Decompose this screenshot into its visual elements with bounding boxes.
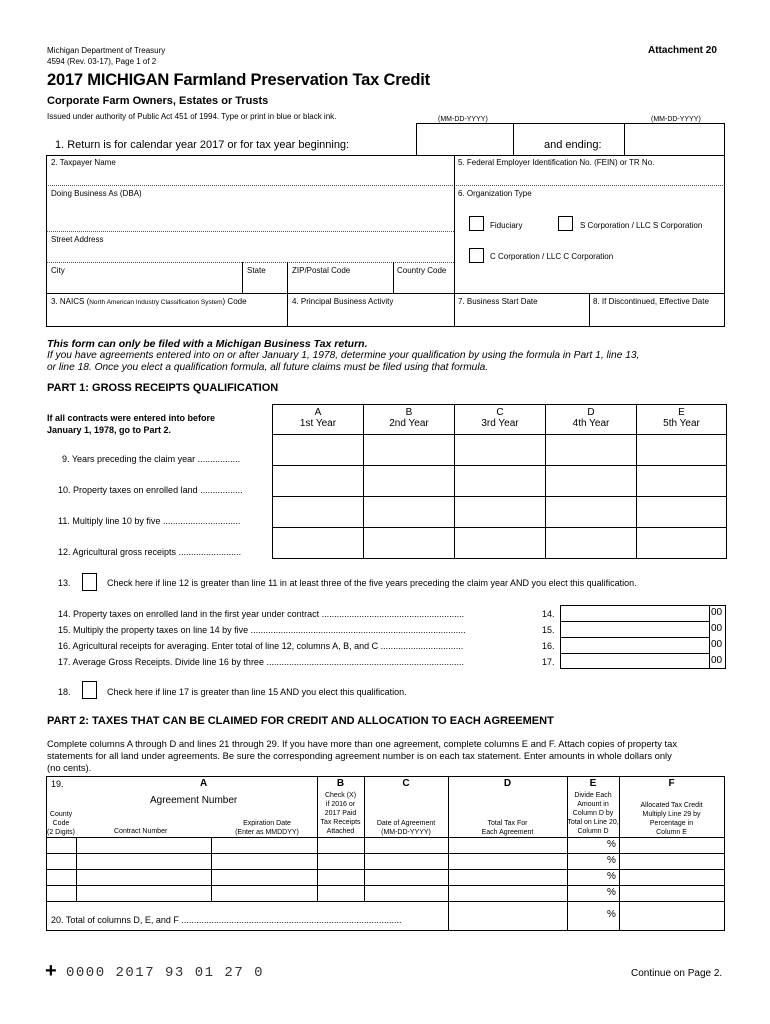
discontinued-date-label: 8. If Discontinued, Effective Date (593, 297, 709, 306)
authority-note: Issued under authority of Public Act 451 of 1994. Type or print in blue or black ink. (47, 112, 337, 121)
fein-field[interactable] (458, 158, 722, 184)
notice-line3: or line 18. Once you elect a qualification formula, all future claims must be filed using that formula. (47, 362, 489, 373)
agreement-row-1-expiration-date-input[interactable] (212, 838, 316, 853)
agreement-row-4-contract-number-input[interactable] (77, 886, 210, 901)
part1-col-header-e (636, 404, 727, 435)
part1-col-label: 3rd Year (481, 418, 519, 429)
line18-number: 18. (58, 687, 71, 697)
line16-number: 16. (542, 641, 555, 651)
line12-col-c-input[interactable] (454, 527, 546, 559)
part1-col-letter: B (405, 407, 413, 418)
line20-label: 20. Total of columns D, E, and F ........................................................................................ (51, 915, 402, 925)
tax-year-begin-input[interactable] (420, 126, 510, 152)
line9-label: 9. Years preceding the claim year ................. (62, 454, 241, 464)
taxpayer-name-label: 2. Taxpayer Name (51, 158, 116, 167)
street-address-field[interactable] (51, 235, 451, 261)
county-code-header: County Code (2 Digits) (46, 811, 75, 836)
line12-col-e-input[interactable] (636, 527, 727, 559)
city-label: City (51, 266, 65, 275)
discontinued-date-field[interactable] (593, 297, 723, 324)
country-code-label: Country Code (397, 266, 447, 275)
agreement-row-3-allocated-credit-input[interactable] (620, 870, 723, 885)
continue-note: Continue on Page 2. (631, 968, 723, 979)
line16-cents: 00 (711, 639, 723, 650)
attachment-number: Attachment 20 (648, 45, 717, 56)
zip-field[interactable] (292, 266, 390, 291)
line17-number: 17. (542, 657, 555, 667)
line16-input[interactable] (561, 638, 708, 653)
line10-col-c-input[interactable] (454, 465, 546, 497)
line20-percent-sign: % (607, 909, 616, 920)
part1-col-letter: A (314, 407, 322, 418)
col-b-letter: B (336, 778, 345, 789)
line12-col-a-input[interactable] (272, 527, 364, 559)
notice-line2: If you have agreements entered into on or after January 1, 1978, determine your qualification by using the formula in Part 1, line 13, (47, 350, 640, 361)
form-barcode-number: 0000 2017 93 01 27 0 (66, 965, 265, 981)
taxpayer-name-field[interactable] (51, 158, 451, 184)
date-format-hint-begin: (MM-DD-YYYY) (438, 116, 488, 123)
agreement-row-2-receipts-check-input[interactable] (318, 854, 363, 869)
agreement-row-2-county-code-input[interactable] (47, 854, 75, 869)
line10-label: 10. Property taxes on enrolled land ................. (58, 485, 243, 495)
expiration-date-header: Expiration Date (Enter as MMDDYY) (235, 820, 299, 836)
tax-year-end-input[interactable] (627, 126, 721, 152)
line15-number: 15. (542, 625, 555, 635)
agreement-row-1-contract-number-input[interactable] (77, 838, 210, 853)
col-f-letter: F (668, 778, 675, 789)
agreement-row-2-contract-number-input[interactable] (77, 854, 210, 869)
part1-title: PART 1: GROSS RECEIPTS QUALIFICATION (47, 382, 279, 394)
line9-col-c-input[interactable] (454, 434, 546, 466)
percentage-header: Divide Each Amount in Column D by Total on Line 20, Column D (567, 792, 619, 835)
line14-label: 14. Property taxes on enrolled land in the first year under contract ......................................................... (58, 609, 465, 619)
line10-col-e-input[interactable] (636, 465, 727, 497)
date-format-hint-end: (MM-DD-YYYY) (651, 116, 701, 123)
fein-label: 5. Federal Employer Identification No. (FEIN) or TR No. (458, 158, 655, 167)
paid-tax-receipts-header: Check (X) if 2016 or 2017 Paid Tax Receipts Attached (320, 792, 361, 835)
line14-input[interactable] (561, 606, 708, 621)
line14-cents: 00 (711, 607, 723, 618)
line1-ending-label: and ending: (544, 139, 602, 151)
part2-instruction-1: Complete columns A through D and lines 21 through 29. If you have more than one agreement, complete columns E and F. Attach copies of property tax (47, 738, 678, 749)
agreement-row-3-contract-number-input[interactable] (77, 870, 210, 885)
line13-checkbox[interactable] (82, 573, 97, 591)
allocated-credit-header: Allocated Tax Credit Multiply Line 29 by Percentage in Column E (640, 802, 703, 836)
agreement-row-1-county-code-input[interactable] (47, 838, 75, 853)
department-name: Michigan Department of Treasury (47, 46, 166, 55)
line20-total-d-input[interactable] (449, 902, 566, 929)
part1-col-label: 4th Year (572, 418, 610, 429)
line9-col-d-input[interactable] (545, 434, 637, 466)
city-field[interactable] (51, 266, 239, 291)
agreement-row-2-agreement-date-input[interactable] (365, 854, 447, 869)
contract-number-header: Contract Number (114, 828, 168, 835)
percent-sign: % (607, 871, 616, 882)
fiduciary-label: Fiduciary (490, 221, 523, 230)
part1-col-letter: E (678, 407, 685, 418)
agreement-row-4-allocated-credit-input[interactable] (620, 886, 723, 901)
line11-col-c-input[interactable] (454, 496, 546, 528)
line11-col-d-input[interactable] (545, 496, 637, 528)
dba-label: Doing Business As (DBA) (51, 189, 142, 198)
line15-cents: 00 (711, 623, 723, 634)
line20-total-e-input[interactable] (568, 902, 606, 929)
line17-cents: 00 (711, 655, 723, 666)
line15-label: 15. Multiply the property taxes on line 14 by five ...................................................................................... (58, 625, 466, 635)
line17-label: 17. Average Gross Receipts. Divide line 16 by three ............................................................................... (58, 657, 464, 667)
line10-col-d-input[interactable] (545, 465, 637, 497)
country-code-field[interactable] (397, 266, 453, 291)
line10-col-a-input[interactable] (272, 465, 364, 497)
part1-col-header-c (454, 404, 546, 435)
agreement-row-4-county-code-input[interactable] (47, 886, 75, 901)
agreement-row-3-agreement-date-input[interactable] (365, 870, 447, 885)
naics-label: 3. NAICS (North American Industry Classification System) Code (51, 297, 247, 306)
part2-instruction-3: (no cents). (47, 762, 92, 773)
dba-field[interactable] (51, 189, 451, 229)
percent-sign: % (607, 839, 616, 850)
zip-label: ZIP/Postal Code (292, 266, 351, 275)
agreement-row-1-total-tax-input[interactable] (449, 838, 566, 853)
line13-label: Check here if line 12 is greater than line 11 in at least three of the five years preceding the claim year AND you elect this qualification. (107, 578, 637, 588)
principal-activity-label: 4. Principal Business Activity (292, 297, 394, 306)
business-start-date-field[interactable] (458, 297, 586, 324)
part2-title: PART 2: TAXES THAT CAN BE CLAIMED FOR CREDIT AND ALLOCATION TO EACH AGREEMENT (47, 715, 554, 727)
line11-label: 11. Multiply line 10 by five ............................... (58, 516, 241, 526)
line17-input[interactable] (561, 654, 708, 669)
line11-col-a-input[interactable] (272, 496, 364, 528)
part1-col-header-b (363, 404, 455, 435)
agreement-number-header: Agreement Number (150, 795, 238, 806)
agreement-row-1-receipts-check-input[interactable] (318, 838, 363, 853)
percent-sign: % (607, 855, 616, 866)
agreement-row-4-receipts-check-input[interactable] (318, 886, 363, 901)
fiduciary-checkbox[interactable] (469, 216, 484, 231)
agreement-row-2-expiration-date-input[interactable] (212, 854, 316, 869)
agreement-row-4-total-tax-input[interactable] (449, 886, 566, 901)
line11-col-b-input[interactable] (363, 496, 455, 528)
state-label: State (247, 266, 266, 275)
notice-line1: This form can only be filed with a Michigan Business Tax return. (47, 338, 368, 350)
agreement-row-2-total-tax-input[interactable] (449, 854, 566, 869)
principal-activity-field[interactable] (292, 297, 452, 324)
part2-instruction-2: statements for all land under agreements. Be sure the corresponding agreement number is on each tax statement. Enter amounts in whole dollars only (47, 750, 672, 761)
col-c-letter: C (402, 778, 410, 789)
part1-instruction-2: January 1, 1978, go to Part 2. (47, 425, 172, 435)
org-type-label: 6. Organization Type (458, 189, 532, 198)
line14-number: 14. (542, 609, 555, 619)
naics-code-field[interactable] (51, 297, 285, 324)
line15-input[interactable] (561, 622, 708, 637)
line18-checkbox[interactable] (82, 681, 97, 699)
col-a-letter: A (200, 778, 208, 789)
col-d-letter: D (503, 778, 512, 789)
c-corp-label: C Corporation / LLC C Corporation (490, 252, 614, 261)
col-e-letter: E (589, 778, 597, 789)
total-tax-header: Total Tax For Each Agreement (481, 820, 534, 836)
line12-col-b-input[interactable] (363, 527, 455, 559)
business-start-date-label: 7. Business Start Date (458, 297, 538, 306)
part1-col-header-d (545, 404, 637, 435)
line13-number: 13. (58, 578, 71, 588)
part1-col-letter: D (587, 407, 595, 418)
line10-col-b-input[interactable] (363, 465, 455, 497)
line19-number: 19. (51, 779, 64, 789)
part1-instruction-1: If all contracts were entered into before (47, 413, 216, 423)
line9-col-b-input[interactable] (363, 434, 455, 466)
s-corp-checkbox[interactable] (558, 216, 573, 231)
line12-col-d-input[interactable] (545, 527, 637, 559)
line9-col-a-input[interactable] (272, 434, 364, 466)
line11-col-e-input[interactable] (636, 496, 727, 528)
c-corp-checkbox[interactable] (469, 248, 484, 263)
agreement-row-3-total-tax-input[interactable] (449, 870, 566, 885)
form-revision: 4594 (Rev. 03-17), Page 1 of 2 (47, 57, 157, 66)
part1-col-letter: C (496, 407, 504, 418)
part1-col-label: 1st Year (299, 418, 337, 429)
date-of-agreement-header: Date of Agreement (MM-DD-YYYY) (376, 820, 436, 836)
street-address-label: Street Address (51, 235, 104, 244)
percent-sign: % (607, 887, 616, 898)
part1-col-label: 5th Year (663, 418, 700, 429)
agreement-row-1-allocated-credit-input[interactable] (620, 838, 723, 853)
agreement-row-4-agreement-date-input[interactable] (365, 886, 447, 901)
agreement-row-3-expiration-date-input[interactable] (212, 870, 316, 885)
line9-col-e-input[interactable] (636, 434, 727, 466)
s-corp-label: S Corporation / LLC S Corporation (580, 221, 703, 230)
state-field[interactable] (247, 266, 285, 291)
part1-col-label: 2nd Year (389, 418, 429, 429)
form-subtitle: Corporate Farm Owners, Estates or Trusts (47, 95, 269, 107)
line1-label: 1. Return is for calendar year 2017 or for tax year beginning: (55, 139, 350, 151)
agreement-row-3-county-code-input[interactable] (47, 870, 75, 885)
agreement-row-2-allocated-credit-input[interactable] (620, 854, 723, 869)
agreement-row-3-receipts-check-input[interactable] (318, 870, 363, 885)
part1-col-header-a (272, 404, 364, 435)
agreement-row-1-agreement-date-input[interactable] (365, 838, 447, 853)
form-title: 2017 MICHIGAN Farmland Preservation Tax Credit (47, 71, 430, 89)
line16-label: 16. Agricultural receipts for averaging. Enter total of line 12, columns A, B, and C ................................. (58, 641, 464, 651)
registration-mark: + (45, 960, 57, 982)
line12-label: 12. Agricultural gross receipts ......................... (58, 547, 242, 557)
line20-total-f-input[interactable] (620, 902, 723, 929)
agreement-row-4-expiration-date-input[interactable] (212, 886, 316, 901)
line18-label: Check here if line 17 is greater than line 15 AND you elect this qualification. (107, 687, 407, 697)
